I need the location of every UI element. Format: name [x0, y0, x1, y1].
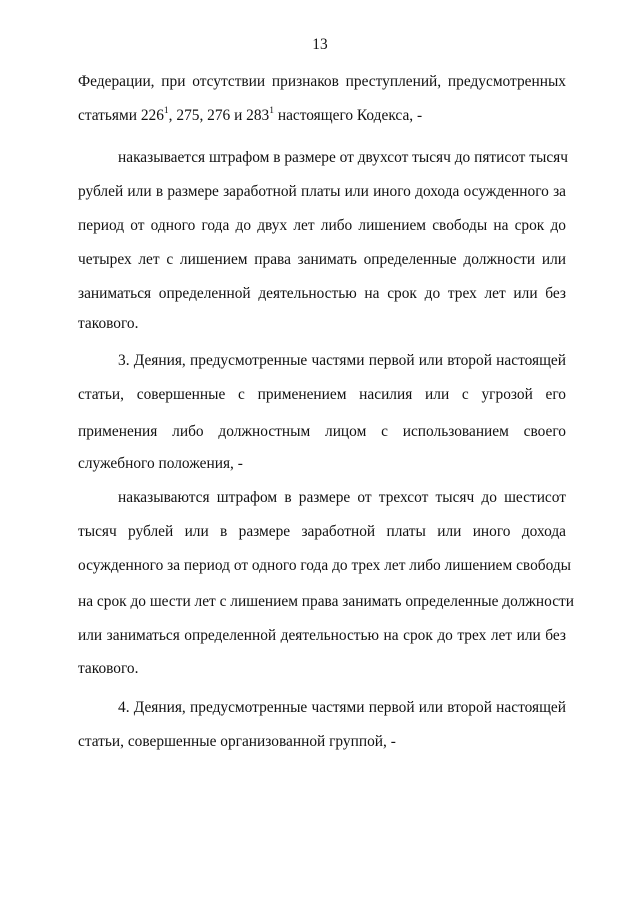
text-line: статьи, совершенные организованной группой, -	[78, 733, 396, 750]
text-line: период от одного года до двух лет либо лишением свободы на срок до	[78, 217, 566, 234]
text-fragment: статьями 226	[78, 107, 164, 124]
text-line: на срок до шести лет с лишением права занимать определенные должности	[78, 593, 575, 610]
text-line: четырех лет с лишением права занимать определенные должности или	[78, 251, 566, 268]
text-line: тысяч рублей или в размере заработной платы или иного дохода	[78, 523, 566, 540]
text-line: рублей или в размере заработной платы или иного дохода осужденного за	[78, 183, 566, 200]
text-line: служебного положения, -	[78, 455, 243, 472]
text-line: заниматься определенной деятельностью на срок до трех лет или без	[78, 285, 566, 302]
text-line: такового.	[78, 315, 139, 332]
superscript: 1	[269, 105, 275, 116]
text-line: статьи, совершенные с применением насилия или с угрозой его	[78, 386, 566, 403]
text-line: применения либо должностным лицом с использованием своего	[78, 423, 566, 440]
text-fragment: настоящего Кодекса, -	[274, 107, 423, 124]
text-line	[78, 107, 566, 125]
page-number: 13	[312, 36, 328, 53]
text-line: наказывается штрафом в размере от двухсот тысяч до пятисот тысяч	[118, 149, 568, 166]
text-fragment: , 275, 276 и 283	[168, 107, 270, 124]
superscript: 1	[163, 105, 169, 116]
text-line: 3. Деяния, предусмотренные частями первой или второй настоящей	[118, 352, 566, 369]
text-line: 4. Деяния, предусмотренные частями первой или второй настоящей	[118, 699, 566, 716]
text-line: или заниматься определенной деятельностью на срок до трех лет или без	[78, 627, 566, 644]
text-line: такового.	[78, 660, 139, 677]
text-line: Федерации, при отсутствии признаков преступлений, предусмотренных	[78, 73, 566, 90]
text-line: осужденного за период от одного года до трех лет либо лишением свободы	[78, 557, 572, 574]
text-line: наказываются штрафом в размере от трехсот тысяч до шестисот	[118, 489, 566, 506]
